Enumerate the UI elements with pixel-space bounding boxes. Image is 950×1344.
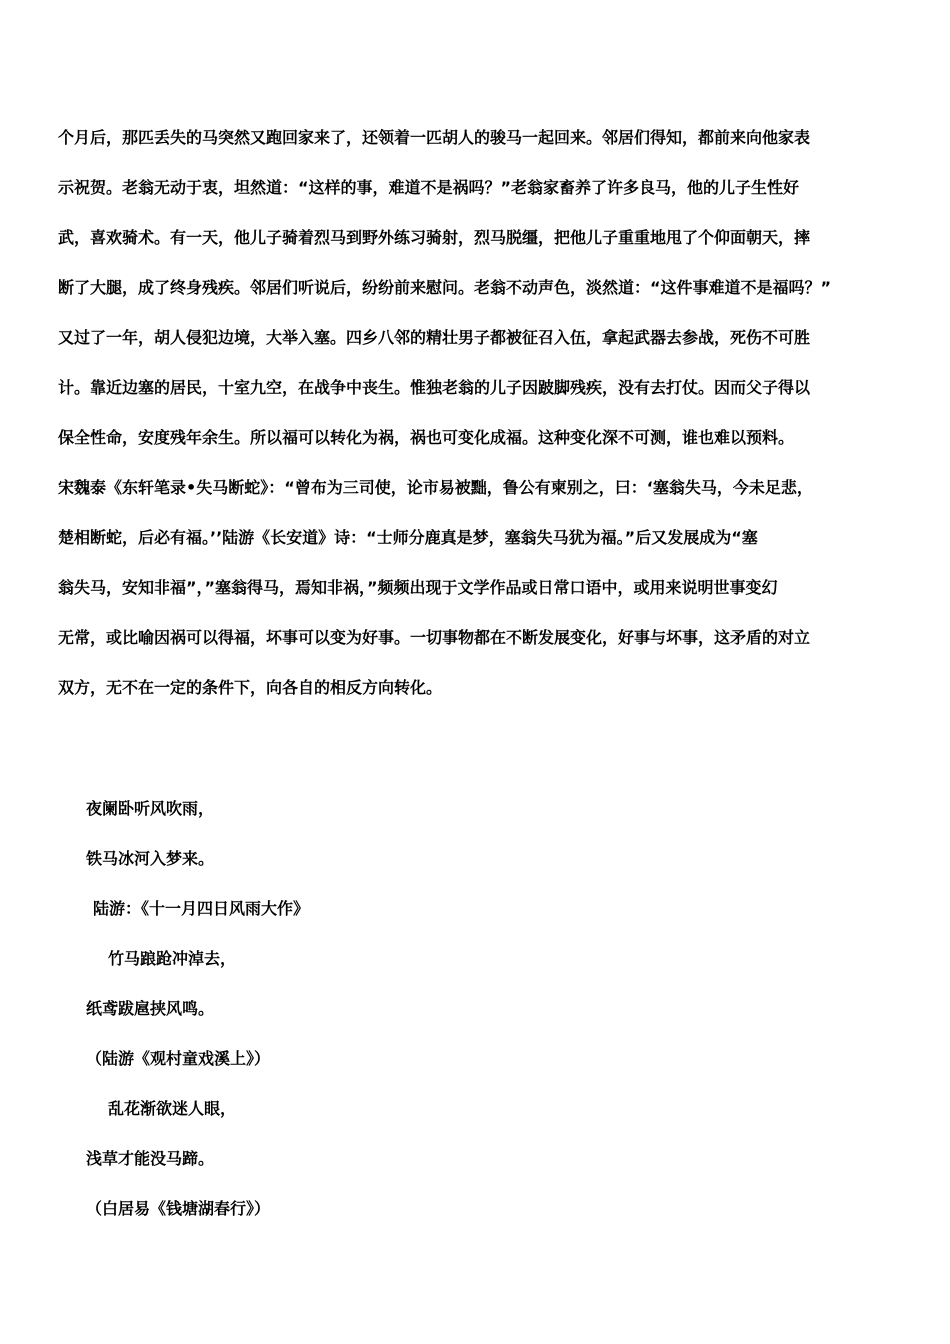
poem-line: 乱花渐欲迷人眼， (108, 1099, 237, 1118)
poem-section (0, 793, 950, 1243)
poem-line: 竹马踉跄冲淖去， (108, 949, 237, 968)
prose-line: 示祝贺。老翁无动于衷，坦然道：“这样的事，难道不是祸吗？”老翁家畜养了许多良马，他的儿子生性好 (58, 178, 800, 197)
prose-line: 计。靠近边塞的居民，十室九空，在战争中丧生。惟独老翁的儿子因跛脚残疾，没有去打仗。因而父子得以 (58, 378, 811, 397)
prose-line: 宋魏泰《东轩笔录•失马断蛇》：“曾布为三司使，论市易被黜，鲁公有柬别之，曰：‘塞翁失马，今未足悲， (58, 478, 813, 497)
poem-attribution: （陆游《观村童戏溪上》） (86, 1049, 271, 1068)
prose-line: 楚相断蛇，后必有福。’’陆游《长安道》诗：“士师分鹿真是梦，塞翁失马犹为福。”后又发展成为“塞 (58, 528, 758, 547)
poem-line: 浅草才能没马蹄。 (86, 1149, 215, 1168)
prose-line: 双方，无不在一定的条件下，向各自的相反方向转化。 (58, 678, 443, 697)
prose-line: 个月后，那匹丢失的马突然又跑回家来了，还领着一匹胡人的骏马一起回来。邻居们得知，都前来向他家表 (58, 128, 811, 147)
poem-line: 夜阑卧听风吹雨， (86, 799, 215, 818)
poem-line: 纸鸢跋扈挟风鸣。 (86, 999, 215, 1018)
prose-line: 断了大腿，成了终身残疾。邻居们听说后，纷纷前来慰问。老翁不动声色，淡然道：“这件事难道不是福吗？” (58, 278, 832, 297)
poem-attribution: 陆游：《十一月四日风雨大作》 (93, 899, 310, 918)
prose-section (58, 122, 858, 722)
prose-line: 武，喜欢骑术。有一天，他儿子骑着烈马到野外练习骑射，烈马脱缰，把他儿子重重地甩了个仰面朝天，摔 (58, 228, 811, 247)
prose-line: 又过了一年，胡人侵犯边境，大举入塞。四乡八邻的精壮男子都被征召入伍，拿起武器去参战，死伤不可胜 (58, 328, 811, 347)
prose-line: 翁失马，安知非福”，”塞翁得马，焉知非祸，”频频出现于文学作品或日常口语中，或用来说明世事变幻 (58, 578, 778, 597)
prose-line: 无常，或比喻因祸可以得福，坏事可以变为好事。一切事物都在不断发展变化，好事与坏事，这矛盾的对立 (58, 628, 811, 647)
poem-line: 铁马冰河入梦来。 (86, 849, 215, 868)
prose-line: 保全性命，安度残年余生。所以福可以转化为祸，祸也可变化成福。这种变化深不可测，谁也难以预料。 (58, 428, 795, 447)
poem-attribution: （白居易《钱塘湖春行》） (86, 1199, 271, 1218)
